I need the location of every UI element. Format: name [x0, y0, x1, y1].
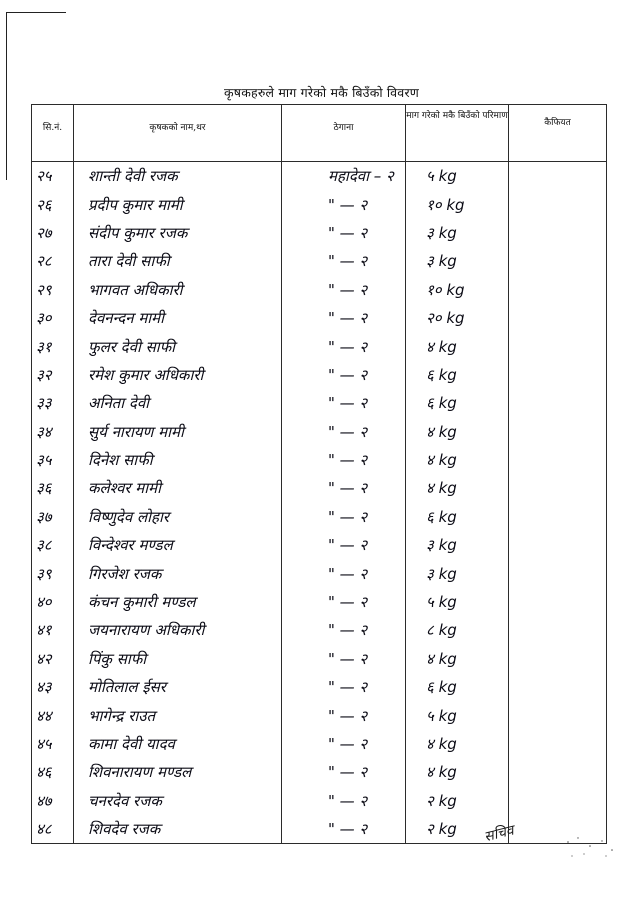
remarks-cell — [509, 701, 607, 729]
table-row — [32, 219, 607, 247]
serial-number-cell: ३९ — [32, 559, 74, 587]
table-row — [32, 588, 607, 616]
address-cell: " — २ — [282, 276, 406, 304]
table-row — [32, 701, 607, 729]
serial-number-cell: ३७ — [32, 503, 74, 531]
farmer-name-cell: दिनेश साफी — [74, 446, 282, 474]
remarks-cell — [509, 247, 607, 275]
quantity-cell: ६ kg — [406, 503, 509, 531]
farmer-name-cell: जयनारायण अधिकारी — [74, 616, 282, 644]
table-row — [32, 787, 607, 815]
farmer-name-cell: भागेन्द्र राउत — [74, 701, 282, 729]
remarks-cell — [509, 645, 607, 673]
farmer-name-cell: तारा देवी साफी — [74, 247, 282, 275]
remarks-cell — [509, 588, 607, 616]
address-cell: " — २ — [282, 616, 406, 644]
farmer-name-cell: फुलर देवी साफी — [74, 332, 282, 360]
remarks-cell — [509, 162, 607, 191]
table-row — [32, 673, 607, 701]
quantity-cell: ४ kg — [406, 645, 509, 673]
farmer-name-cell: सुर्य नारायण मामी — [74, 418, 282, 446]
document-title: कृषकहरुले माग गरेको मकै बिउँको विवरण — [223, 85, 420, 100]
address-cell: " — २ — [282, 559, 406, 587]
serial-number-cell: ३५ — [32, 446, 74, 474]
address-cell: " — २ — [282, 190, 406, 218]
address-cell: " — २ — [282, 645, 406, 673]
remarks-cell — [509, 446, 607, 474]
farmer-name-cell: शिवदेव रजक — [74, 815, 282, 844]
serial-number-cell: २७ — [32, 219, 74, 247]
table-row — [32, 616, 607, 644]
farmer-name-cell: विन्देश्वर मण्डल — [74, 531, 282, 559]
address-cell: " — २ — [282, 701, 406, 729]
address-cell: " — २ — [282, 787, 406, 815]
farmer-name-cell: संदीप कुमार रजक — [74, 219, 282, 247]
serial-number-cell: ४४ — [32, 701, 74, 729]
quantity-cell: ४ kg — [406, 730, 509, 758]
farmer-name-cell: रमेश कुमार अधिकारी — [74, 361, 282, 389]
address-cell: " — २ — [282, 247, 406, 275]
table-header-row — [32, 105, 607, 162]
quantity-cell: ६ kg — [406, 673, 509, 701]
address-cell: " — २ — [282, 815, 406, 844]
serial-number-cell: ४० — [32, 588, 74, 616]
address-cell: " — २ — [282, 446, 406, 474]
address-cell: " — २ — [282, 730, 406, 758]
table-row — [32, 559, 607, 587]
serial-number-cell: ४८ — [32, 815, 74, 844]
header-address: ठेगाना — [282, 105, 406, 162]
remarks-cell — [509, 503, 607, 531]
serial-number-cell: २५ — [32, 162, 74, 191]
header-serial: सि.नं. — [32, 105, 74, 162]
serial-number-cell: ३३ — [32, 389, 74, 417]
farmer-name-cell: गिरजेश रजक — [74, 559, 282, 587]
serial-number-cell: ४२ — [32, 645, 74, 673]
serial-number-cell: ३४ — [32, 418, 74, 446]
header-remarks: कैफियत — [509, 105, 607, 162]
farmer-name-cell: शिवनारायण मण्डल — [74, 758, 282, 786]
table-body — [32, 162, 607, 844]
quantity-cell: ६ kg — [406, 389, 509, 417]
address-cell: " — २ — [282, 389, 406, 417]
farmer-name-cell: मोतिलाल ईसर — [74, 673, 282, 701]
remarks-cell — [509, 730, 607, 758]
table-row — [32, 531, 607, 559]
remarks-cell — [509, 758, 607, 786]
remarks-cell — [509, 474, 607, 502]
address-cell: " — २ — [282, 758, 406, 786]
table-row — [32, 162, 607, 191]
serial-number-cell: ३१ — [32, 332, 74, 360]
margin-line-horizontal — [6, 12, 66, 13]
remarks-cell — [509, 673, 607, 701]
table-row — [32, 389, 607, 417]
table-row — [32, 474, 607, 502]
table-row — [32, 645, 607, 673]
remarks-cell — [509, 559, 607, 587]
farmer-name-cell: पिंकु साफी — [74, 645, 282, 673]
address-cell: " — २ — [282, 219, 406, 247]
serial-number-cell: ४७ — [32, 787, 74, 815]
farmer-name-cell: प्रदीप कुमार मामी — [74, 190, 282, 218]
quantity-cell: ५ kg — [406, 701, 509, 729]
table-row — [32, 332, 607, 360]
serial-number-cell: ३२ — [32, 361, 74, 389]
farmer-name-cell: कामा देवी यादव — [74, 730, 282, 758]
table-row — [32, 446, 607, 474]
farmer-name-cell: कंचन कुमारी मण्डल — [74, 588, 282, 616]
farmer-name-cell: कलेश्वर मामी — [74, 474, 282, 502]
serial-number-cell: ३० — [32, 304, 74, 332]
table-row — [32, 361, 607, 389]
address-cell: " — २ — [282, 332, 406, 360]
serial-number-cell: ४३ — [32, 673, 74, 701]
farmer-name-cell: देवनन्दन मामी — [74, 304, 282, 332]
farmer-name-cell: भागवत अधिकारी — [74, 276, 282, 304]
serial-number-cell: ३६ — [32, 474, 74, 502]
remarks-cell — [509, 616, 607, 644]
header-farmer-name: कृषकको नाम,थर — [74, 105, 282, 162]
quantity-cell: २ kg — [406, 815, 509, 844]
address-cell: " — २ — [282, 673, 406, 701]
table-row — [32, 418, 607, 446]
remarks-cell — [509, 418, 607, 446]
table-row — [32, 758, 607, 786]
remarks-cell — [509, 276, 607, 304]
quantity-cell: ५ kg — [406, 162, 509, 191]
address-cell: " — २ — [282, 503, 406, 531]
serial-number-cell: ३८ — [32, 531, 74, 559]
serial-number-cell: २६ — [32, 190, 74, 218]
table-row — [32, 304, 607, 332]
quantity-cell: २ kg — [406, 787, 509, 815]
signature: सचिव — [482, 822, 516, 846]
remarks-cell — [509, 332, 607, 360]
quantity-cell: ४ kg — [406, 332, 509, 360]
quantity-cell: २० kg — [406, 304, 509, 332]
address-cell: " — २ — [282, 418, 406, 446]
farmer-name-cell: चनरदेव रजक — [74, 787, 282, 815]
quantity-cell: ४ kg — [406, 758, 509, 786]
quantity-cell: ६ kg — [406, 361, 509, 389]
address-cell: " — २ — [282, 361, 406, 389]
address-cell: महादेवा – २ — [282, 162, 406, 191]
serial-number-cell: ४५ — [32, 730, 74, 758]
quantity-cell: ३ kg — [406, 531, 509, 559]
table-row — [32, 730, 607, 758]
remarks-cell — [509, 219, 607, 247]
quantity-cell: १० kg — [406, 190, 509, 218]
header-quantity: माग गरेको मकै बिउँको परिमाण — [406, 105, 509, 162]
table-row — [32, 815, 607, 844]
quantity-cell: ३ kg — [406, 559, 509, 587]
remarks-cell — [509, 787, 607, 815]
address-cell: " — २ — [282, 588, 406, 616]
serial-number-cell: २९ — [32, 276, 74, 304]
quantity-cell: ३ kg — [406, 247, 509, 275]
remarks-cell — [509, 389, 607, 417]
table-row — [32, 190, 607, 218]
remarks-cell — [509, 190, 607, 218]
farmer-name-cell: अनिता देवी — [74, 389, 282, 417]
farmer-seed-table — [31, 104, 607, 844]
quantity-cell: ४ kg — [406, 446, 509, 474]
quantity-cell: ४ kg — [406, 418, 509, 446]
serial-number-cell: ४६ — [32, 758, 74, 786]
farmer-name-cell: शान्ती देवी रजक — [74, 162, 282, 191]
address-cell: " — २ — [282, 304, 406, 332]
quantity-cell: १० kg — [406, 276, 509, 304]
address-cell: " — २ — [282, 474, 406, 502]
remarks-cell — [509, 531, 607, 559]
address-cell: " — २ — [282, 531, 406, 559]
quantity-cell: ४ kg — [406, 474, 509, 502]
serial-number-cell: २८ — [32, 247, 74, 275]
quantity-cell: ३ kg — [406, 219, 509, 247]
table-row — [32, 276, 607, 304]
remarks-cell — [509, 304, 607, 332]
table-row — [32, 503, 607, 531]
farmer-name-cell: विष्णुदेव लोहार — [74, 503, 282, 531]
remarks-cell — [509, 361, 607, 389]
serial-number-cell: ४१ — [32, 616, 74, 644]
quantity-cell: ८ kg — [406, 616, 509, 644]
table-row — [32, 247, 607, 275]
stamp-marks — [560, 832, 620, 862]
quantity-cell: ५ kg — [406, 588, 509, 616]
